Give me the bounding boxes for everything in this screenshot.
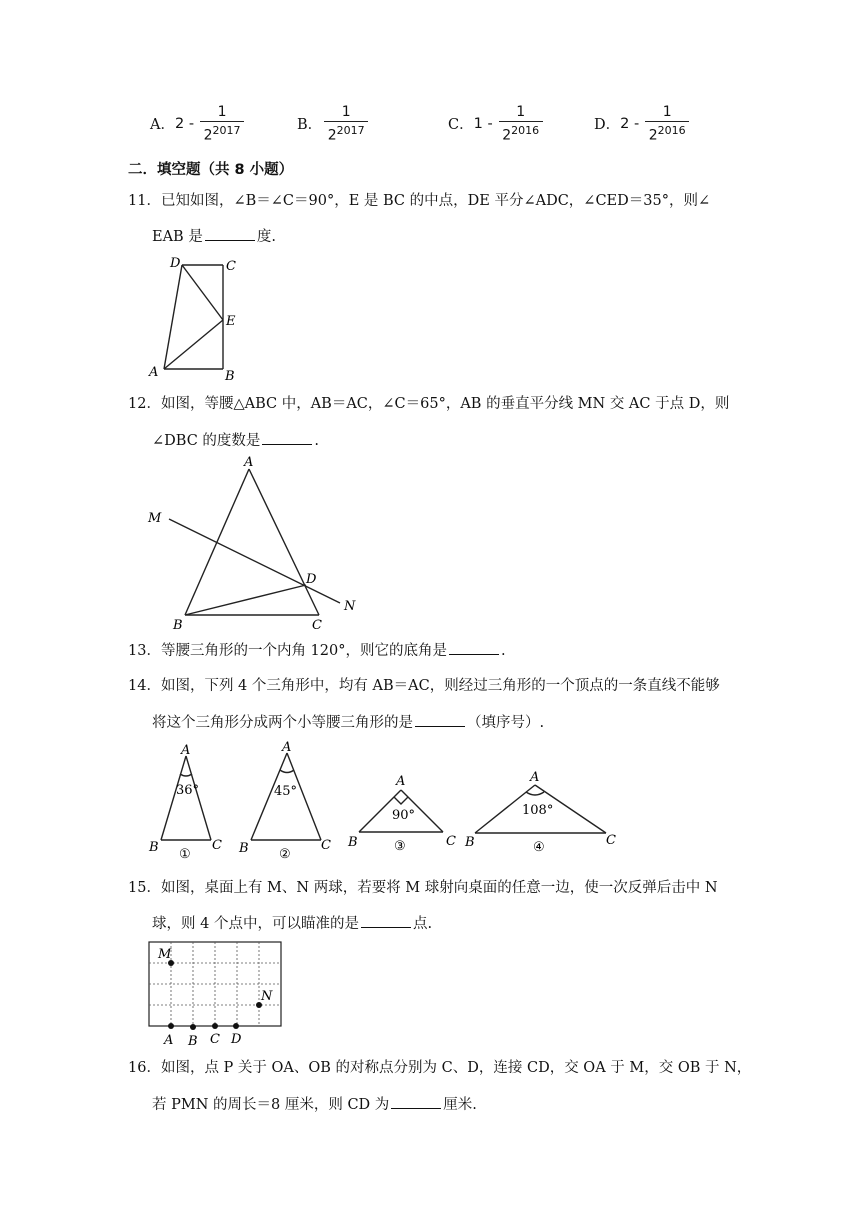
option-c-fraction	[499, 104, 543, 144]
option-c	[448, 104, 545, 144]
power-exponent: 2017	[212, 124, 241, 137]
option-d-fraction	[645, 104, 689, 144]
option-b-label: B．	[297, 117, 323, 134]
label-A: A	[149, 365, 159, 380]
answer-blank[interactable]	[262, 430, 312, 445]
q16-suffix: 厘米.	[443, 1097, 477, 1113]
answer-blank[interactable]	[391, 1094, 441, 1109]
q12-text: ∠DBC 的度数是	[152, 433, 261, 449]
q11-figure	[148, 254, 248, 384]
label-A: A	[181, 743, 191, 758]
option-b	[297, 104, 370, 144]
angle-label: 108°	[522, 803, 554, 818]
fraction-denominator	[204, 123, 241, 144]
answer-blank[interactable]	[361, 913, 411, 928]
q14-text: 将这个三角形分成两个小等腰三角形的是	[152, 715, 413, 731]
q16-line2	[152, 1094, 477, 1115]
figure-number: ④	[533, 840, 545, 855]
label-C: C	[226, 259, 236, 274]
label-M: M	[148, 511, 162, 526]
label-B: B	[239, 841, 249, 856]
label-C: C	[446, 834, 456, 849]
q12-line2	[152, 430, 319, 451]
figure-number: ②	[279, 847, 291, 862]
q13-text: 13．等腰三角形的一个内角 120°，则它的底角是	[128, 643, 447, 659]
point-A	[168, 1023, 174, 1029]
section-title: 二．填空题（共 8 小题）	[128, 162, 294, 178]
q14-figure	[145, 738, 625, 863]
label-B: B	[173, 618, 183, 632]
fraction-denominator	[328, 123, 365, 144]
q11-line2	[152, 226, 276, 247]
fraction-numerator: 1	[662, 104, 672, 120]
option-d-label: D．	[594, 117, 621, 134]
q15-suffix: 点.	[412, 916, 433, 932]
label-A: A	[164, 1033, 174, 1048]
power-exponent: 2017	[336, 124, 365, 137]
option-d	[594, 104, 691, 144]
label-B: B	[348, 835, 358, 850]
power-base: 2	[648, 127, 658, 144]
q16-line1: 16．如图，点 P 关于 OA、OB 的对称点分别为 C、D，连接 CD，交 OA 于 M，交 OB 于 N，	[128, 1060, 752, 1076]
fraction-denominator	[502, 123, 539, 144]
label-D: D	[306, 572, 317, 587]
label-C: C	[210, 1032, 220, 1047]
label-A: A	[396, 774, 406, 789]
point-B	[190, 1024, 196, 1030]
option-d-prefix: 2 -	[620, 115, 640, 132]
label-B: B	[149, 840, 159, 855]
label-D: D	[170, 256, 181, 271]
power-base: 2	[502, 127, 512, 144]
label-E: E	[226, 314, 236, 329]
option-c-label: C．	[448, 117, 474, 134]
q15-figure	[145, 938, 285, 1050]
q14-line2	[152, 712, 544, 733]
q15-line1: 15．如图，桌面上有 M、N 两球，若要将 M 球射向桌面的任意一边，使一次反弹后击中 N	[128, 880, 718, 896]
q15-line2	[152, 913, 432, 934]
q12-figure	[145, 452, 360, 632]
label-D: D	[231, 1032, 242, 1047]
q14-line1: 14．如图，下列 4 个三角形中，均有 AB＝AC，则经过三角形的一个顶点的一条直线不能够	[128, 678, 720, 694]
angle-label: 36°	[176, 783, 200, 798]
q13-line1	[128, 640, 506, 661]
power-base: 2	[203, 127, 213, 144]
power-exponent: 2016	[511, 124, 540, 137]
label-A: A	[530, 770, 540, 785]
label-A: A	[282, 740, 292, 755]
label-N: N	[261, 989, 273, 1004]
q11-text: EAB 是	[152, 229, 203, 245]
option-a-label: A．	[150, 117, 175, 134]
label-M: M	[158, 947, 172, 962]
figure-number: ①	[179, 847, 191, 862]
point-D	[233, 1023, 239, 1029]
label-C: C	[321, 838, 331, 853]
q12-suffix: .	[314, 433, 320, 449]
label-N: N	[344, 599, 356, 614]
power-base: 2	[327, 127, 337, 144]
option-b-fraction	[324, 104, 368, 144]
label-B: B	[188, 1034, 198, 1049]
q14-suffix: （填序号）.	[467, 715, 545, 731]
label-B: B	[465, 835, 475, 850]
answer-blank[interactable]	[449, 640, 499, 655]
fraction-numerator: 1	[516, 104, 526, 120]
fraction-numerator: 1	[341, 104, 351, 120]
fraction-denominator	[649, 123, 686, 144]
power-exponent: 2016	[657, 124, 686, 137]
angle-label: 90°	[392, 808, 416, 823]
label-B: B	[225, 369, 235, 384]
label-C: C	[212, 838, 222, 853]
figure-number: ③	[394, 839, 406, 854]
q11-suffix: 度.	[256, 229, 276, 245]
label-C: C	[606, 833, 616, 848]
fraction-numerator: 1	[217, 104, 227, 120]
q15-text: 球，则 4 个点中，可以瞄准的是	[152, 916, 359, 932]
option-c-prefix: 1 -	[473, 115, 493, 132]
option-a-fraction	[200, 104, 244, 144]
q13-suffix: .	[500, 643, 506, 659]
label-A: A	[244, 455, 254, 470]
answer-blank[interactable]	[205, 226, 255, 241]
angle-label: 45°	[274, 784, 298, 799]
option-a-prefix: 2 -	[174, 115, 195, 132]
label-C: C	[312, 618, 322, 632]
q11-line1: 11．已知如图，∠B＝∠C＝90°，E 是 BC 的中点，DE 平分∠ADC，∠CED＝35°，则∠	[128, 193, 711, 209]
q12-line1: 12．如图，等腰△ABC 中，AB＝AC，∠C＝65°，AB 的垂直平分线 MN 交 AC 于点 D，则	[128, 396, 730, 412]
option-a	[150, 104, 246, 144]
q16-text: 若 PMN 的周长＝8 厘米，则 CD 为	[152, 1097, 390, 1113]
answer-blank[interactable]	[415, 712, 465, 727]
point-C	[212, 1023, 218, 1029]
